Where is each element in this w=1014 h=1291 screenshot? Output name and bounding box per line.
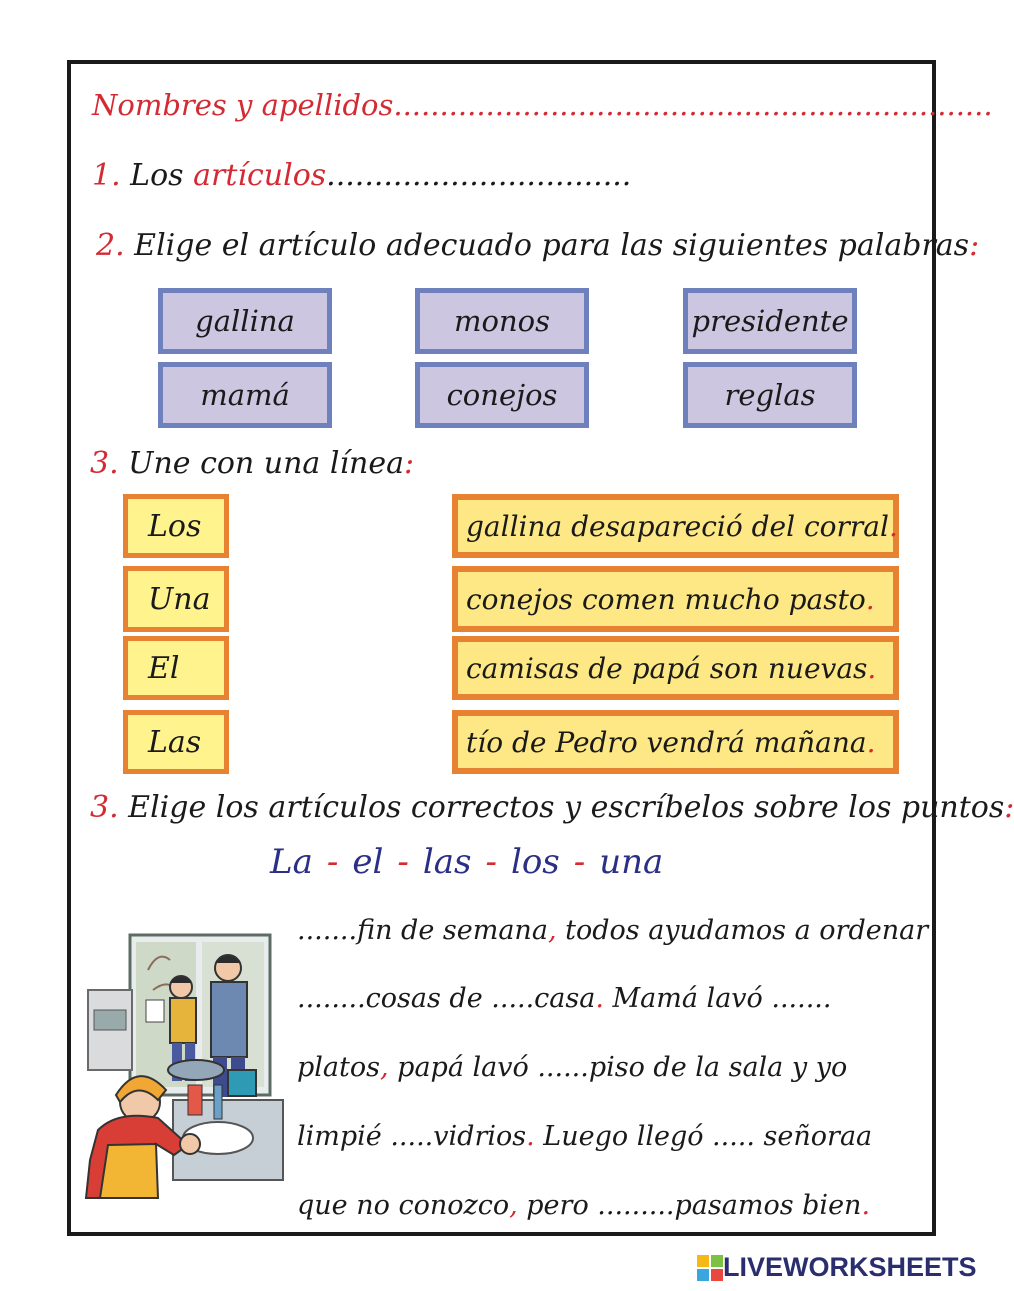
- question-3: 3. Une con una línea:: [90, 446, 415, 481]
- paragraph-line-5[interactable]: que no conozco, pero .........pasamos bien.: [297, 1190, 871, 1221]
- article-box-el[interactable]: El: [123, 636, 229, 700]
- paragraph-line-3[interactable]: platos, papá lavó ......piso de la sala y yo: [297, 1052, 848, 1083]
- option-el: el: [352, 842, 384, 882]
- option-las: las: [422, 842, 472, 882]
- word-box-reglas[interactable]: reglas: [683, 362, 857, 428]
- paragraph-line-1[interactable]: .......fin de semana, todos ayudamos a ordenar: [297, 915, 929, 946]
- family-cleaning-illustration: [78, 930, 284, 1200]
- word-box-monos[interactable]: monos: [415, 288, 589, 354]
- article-box-una[interactable]: Una: [123, 566, 229, 632]
- liveworksheets-wordmark: LIVEWORKSHEETS: [723, 1252, 977, 1282]
- name-field-dots[interactable]: .................................................................: [393, 88, 993, 122]
- question-2: 2. Elige el artículo adecuado para las siguientes palabras:: [96, 228, 980, 263]
- sentence-box-2[interactable]: conejos comen mucho pasto .: [452, 566, 899, 632]
- article-options: La - el - las - los - una: [270, 842, 664, 882]
- article-box-las[interactable]: Las: [123, 710, 229, 774]
- word-box-presidente[interactable]: presidente: [683, 288, 857, 354]
- sentence-box-3[interactable]: camisas de papá son nuevas .: [452, 636, 899, 700]
- word-box-mama[interactable]: mamá: [158, 362, 332, 428]
- option-una: una: [599, 842, 664, 882]
- option-los: los: [510, 842, 560, 882]
- word-box-gallina[interactable]: gallina: [158, 288, 332, 354]
- liveworksheets-logo-icon: [697, 1255, 723, 1281]
- q1-answer-dots[interactable]: ................................: [326, 158, 632, 193]
- liveworksheets-logo: [697, 1252, 977, 1283]
- paragraph-line-4[interactable]: limpié .....vidrios. Luego llegó ..... señoraa: [297, 1121, 873, 1152]
- option-la: La: [270, 842, 313, 882]
- article-box-los[interactable]: Los: [123, 494, 229, 558]
- question-3b: 3. Elige los artículos correctos y escríbelos sobre los puntos:: [90, 790, 1014, 825]
- paragraph-line-2[interactable]: ........cosas de .....casa. Mamá lavó .......: [297, 983, 832, 1014]
- word-box-conejos[interactable]: conejos: [415, 362, 589, 428]
- question-1: 1. Los artículos................................: [92, 158, 632, 193]
- name-field-label: Nombres y apellidos.................................................................: [92, 88, 993, 122]
- sentence-box-1[interactable]: gallina desapareció del corral .: [452, 494, 899, 558]
- sentence-box-4[interactable]: tío de Pedro vendrá mañana .: [452, 710, 899, 774]
